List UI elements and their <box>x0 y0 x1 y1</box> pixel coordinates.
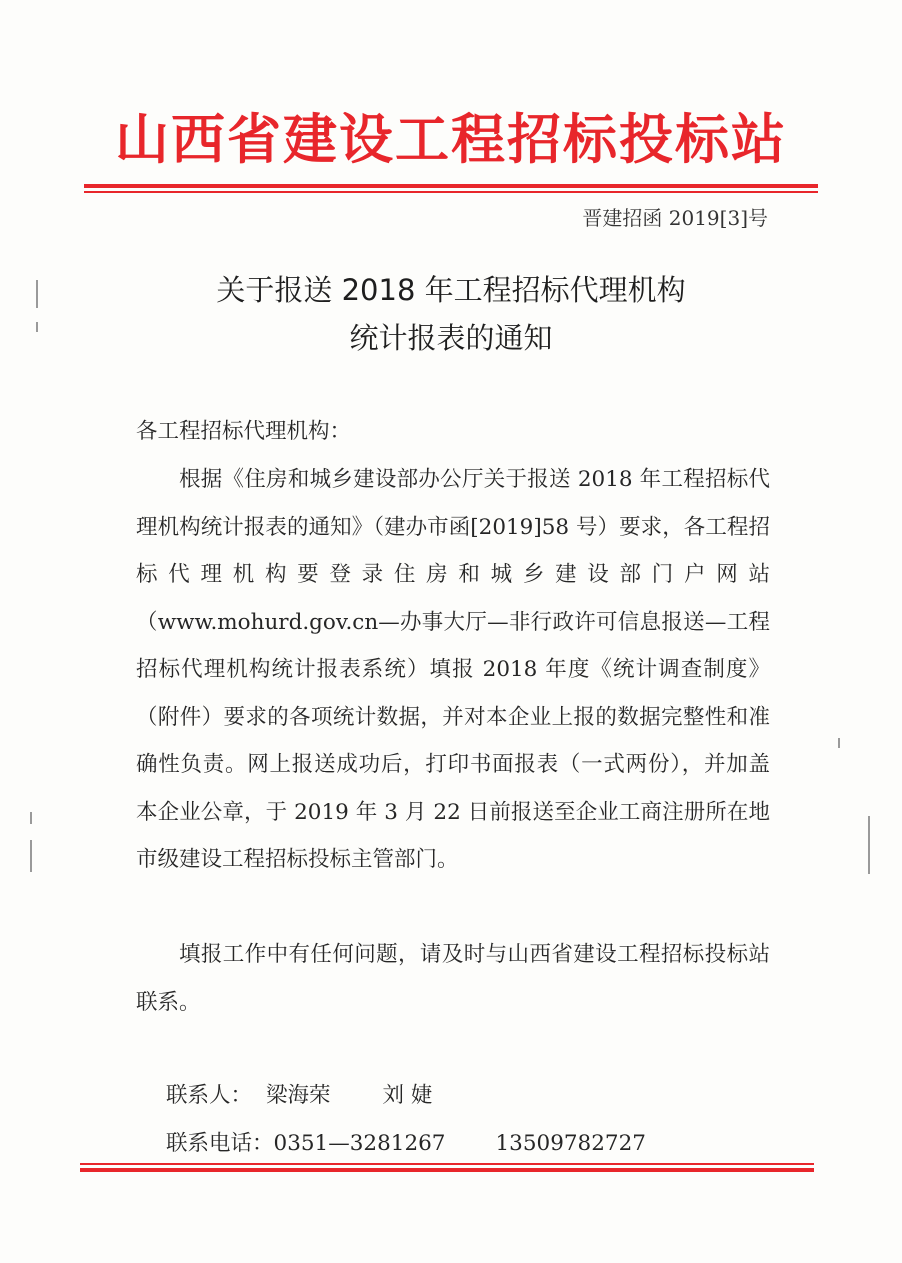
document-number: 晋建招函 2019[3]号 <box>582 206 768 230</box>
header-rule-thin <box>84 191 818 193</box>
body-paragraph-1: 根据《住房和城乡建设部办公厅关于报送 2018 年工程招标代理机构统计报表的通知》（建办市函[2019]58 号）要求，各工程招标代理机构要登录住房和城乡建设部门户网站（www.mohurd.gov.cn—办事大厅—非行政许可信息报送—工程招标代理机构统计报表系统）填报 2018 年度《统计调查制度》（附件）要求的各项统计数据，并对本企业上报的数据完整性和准确性负责。网上报送成功后，打印书面报表（一式两份），并加盖本企业公章，于 2019 年 3 月 22 日前报送至企业工商注册所在地市级建设工程招标投标主管部门。 <box>136 467 770 872</box>
contact-person-1: 梁海荣 <box>266 1083 331 1108</box>
organization-header: 山西省建设工程招标投标站 <box>115 108 787 171</box>
scan-mark <box>36 322 38 332</box>
contact-phone-1: 0351—3281267 <box>273 1131 446 1156</box>
contact-person-2: 刘 婕 <box>382 1083 433 1108</box>
scan-mark <box>30 840 32 872</box>
scan-mark <box>868 816 870 874</box>
header-rule-thick <box>84 184 818 188</box>
footer-rule-thick <box>80 1168 814 1172</box>
contact-phone-2: 13509782727 <box>495 1131 646 1156</box>
salutation: 各工程招标代理机构： <box>136 419 352 444</box>
contact-phone-label: 联系电话： <box>166 1131 274 1156</box>
body-paragraph-2: 填报工作中有任何问题，请及时与山西省建设工程招标投标站联系。 <box>136 942 770 1015</box>
footer-rule-thin <box>80 1163 814 1165</box>
scan-mark <box>838 738 840 748</box>
scan-mark <box>36 280 38 308</box>
document-title-line2: 统计报表的通知 <box>349 321 553 355</box>
contact-phones <box>166 1126 646 1162</box>
document-title-line1: 关于报送 2018 年工程招标代理机构 <box>216 273 686 307</box>
scan-mark <box>30 812 32 824</box>
contact-persons <box>166 1078 432 1114</box>
contact-person-label: 联系人： <box>166 1083 253 1108</box>
